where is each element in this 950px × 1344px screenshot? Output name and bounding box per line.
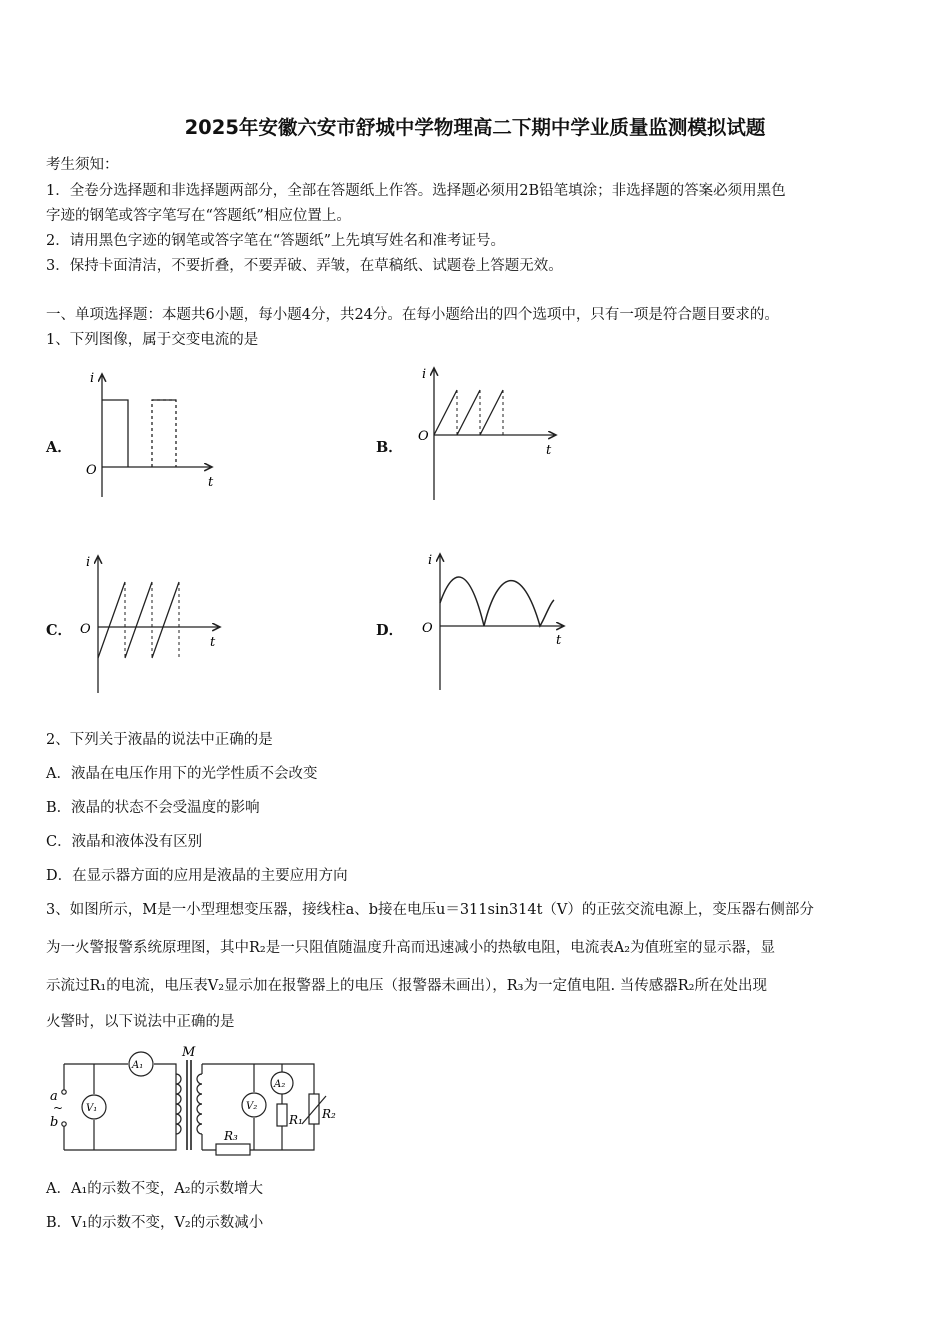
circuit-label-a: a [50,1089,58,1104]
q1-stem: 1、下列图像，属于交变电流的是 [46,332,259,348]
graph-a-y-label: i [90,371,95,386]
notice-item-1: 1．全卷分选择题和非选择题两部分，全部在答题纸上作答。选择题必须用2B铅笔填涂；非选择题的答案必须用黑色 [46,183,786,199]
terminal-a [62,1090,66,1094]
graph-d [412,548,572,693]
circuit-label-a2: A₂ [274,1079,286,1090]
circuit-label-v1: V₁ [86,1103,98,1114]
q1-option-c-label: C． [46,622,73,639]
graph-b-dashes [457,390,503,435]
graph-c-origin: O [80,622,91,637]
secondary-wire [202,1064,314,1150]
graph-a-pulse-2 [152,400,176,467]
graph-c [70,548,230,698]
graph-a [80,362,220,502]
q3-stem-line-2: 为一火警报警系统原理图，其中R₂是一只阻值随温度升高而迅速减小的热敏电阻，电流表A₂为值班室的显示器，显 [46,940,776,956]
q2-option-b: B．液晶的状态不会受温度的影响 [46,800,260,816]
resistor-r3 [216,1144,250,1155]
q3-stem-line-3: 示流过R₁的电流，电压表V₂显示加在报警器上的电压（报警器未画出），R₃为一定值电阻. 当传感器R₂所在处出现 [46,978,767,994]
circuit-label-m: M [182,1045,196,1060]
graph-b-sawtooth [434,390,503,435]
q3-stem-line-4: 火警时，以下说法中正确的是 [46,1014,235,1030]
page-title: 2025年安徽六安市舒城中学物理高二下期中学业质量监测模拟试题 [184,116,766,139]
notice-item-2: 2．请用黑色字迹的钢笔或答字笔在“答题纸”上先填写姓名和准考证号。 [46,233,506,249]
graph-c-sawtooth [98,582,179,658]
graph-d-x-label: t [556,633,562,648]
circuit-label-b: b [50,1115,59,1130]
graph-c-y-label: i [86,555,91,570]
q2-option-c: C．液晶和液体没有区别 [46,834,203,850]
graph-c-x-label: t [210,635,216,650]
circuit-label-a1: A₁ [132,1060,144,1071]
graph-a-pulse-1 [102,400,128,467]
primary-coil [176,1074,181,1134]
section-heading: 一、单项选择题：本题共6小题，每小题4分，共24分。在每小题给出的四个选项中，只有一项是符合题目要求的。 [46,307,779,323]
graph-c-dashes [125,582,179,658]
q2-option-a: A．液晶在电压作用下的光学性质不会改变 [46,766,318,782]
notice-item-1-cont: 字迹的钢笔或答字笔写在“答题纸”相应位置上。 [46,208,351,224]
graph-d-y-label: i [428,553,433,568]
circuit-label-r1: R₁ [289,1113,303,1127]
graph-b-x-label: t [546,443,552,458]
graph-d-wave [440,577,554,626]
resistor-r1 [277,1104,287,1126]
notice-heading: 考生须知： [46,157,119,173]
q2-stem: 2、下列关于液晶的说法中正确的是 [46,732,273,748]
q2-option-d: D．在显示器方面的应用是液晶的主要应用方向 [46,868,348,884]
graph-b [412,362,562,507]
graph-b-origin: O [418,429,429,444]
circuit-label-v2: V₂ [246,1101,258,1112]
notice-item-3: 3．保持卡面清洁，不要折叠，不要弄破、弄皱，在草稿纸、试题卷上答题无效。 [46,258,563,274]
circuit-label-r3: R₃ [224,1129,238,1143]
terminal-b [62,1122,66,1126]
q3-option-b: B．V₁的示数不变，V₂的示数减小 [46,1215,264,1231]
primary-wire [64,1064,176,1150]
resistor-r2 [309,1094,319,1124]
circuit-label-tilde: ~ [53,1101,64,1115]
graph-a-x-label: t [208,475,214,490]
q1-option-a-label: A． [46,439,72,456]
q1-option-d-label: D． [376,622,404,639]
graph-a-origin: O [86,463,97,478]
q3-option-a: A．A₁的示数不变，A₂的示数增大 [46,1181,264,1197]
graph-d-origin: O [422,621,433,636]
q3-stem-line-1: 3、如图所示，M是一小型理想变压器，接线柱a、b接在电压u＝311sin314t（V）的正弦交流电源上，变压器右侧部分 [46,902,814,918]
circuit-label-r2: R₂ [322,1107,336,1121]
secondary-coil [197,1074,202,1134]
graph-b-y-label: i [422,367,427,382]
transformer-circuit [44,1042,354,1157]
q1-option-b-label: B． [376,439,403,456]
